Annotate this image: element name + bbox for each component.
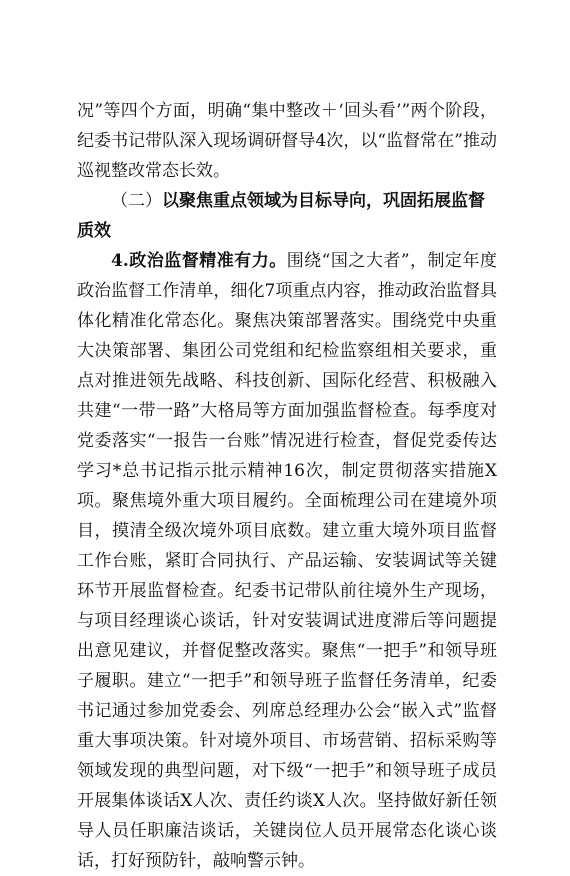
continuation-paragraph: 况”等四个方面，明确“集中整改＋‘回头看’”两个阶段，纪委书记带队深入现场调研督导4次，以“监督常在”推动巡视整改常态长效。 [77,101,497,181]
section-heading [77,186,497,246]
section-heading-number: （二） [111,191,162,211]
section-heading-text: 以聚焦重点领域为目标导向，巩固拓展监督质效 [77,191,485,241]
document-body [77,96,497,876]
body-paragraph [77,246,497,876]
paragraph-body: 围绕“国之大者”，制定年度政治监督工作清单，细化7项重点内容，推动政治监督具体化精准化常态化。聚焦决策部署落实。围绕党中央重大决策部署、集团公司党组和纪检监察组相关要求，重点对推进领先战略、科技创新、国际化经营、积极融入共建“一带一路”大格局等方面加强监督检查。每季度对党委落实“一报告一台账”情况进行检查，督促党委传达学习*总书记指示批示精神16次，制定贯彻落实措施X项。聚焦境外重大项目履约。全面梳理公司在建境外项目，摸清全级次境外项目底数。建立重大境外项目监督工作台账，紧盯合同执行、产品运输、安装调试等关键环节开展监督检查。纪委书记带队前往境外生产现场，与项目经理谈心谈话，针对安装调试进度滞后等问题提出意见建议，并督促整改落实。聚焦“一把手”和领导班子履职。建立“一把手”和领导班子监督任务清单，纪委书记通过参加党委会、列席总经理办公会“嵌入式”监督重大事项决策。针对境外项目、市场营销、招标采购等领域发现的典型问题，对下级“一把手”和领导班子成员开展集体谈话X人次、责任约谈X人次。坚持做好新任领导人员任职廉洁谈话，关键岗位人员开展常态化谈心谈话，打好预防针，敲响警示钟。 [77,251,497,871]
paragraph-lead: 4.政治监督精准有力。 [111,251,287,271]
